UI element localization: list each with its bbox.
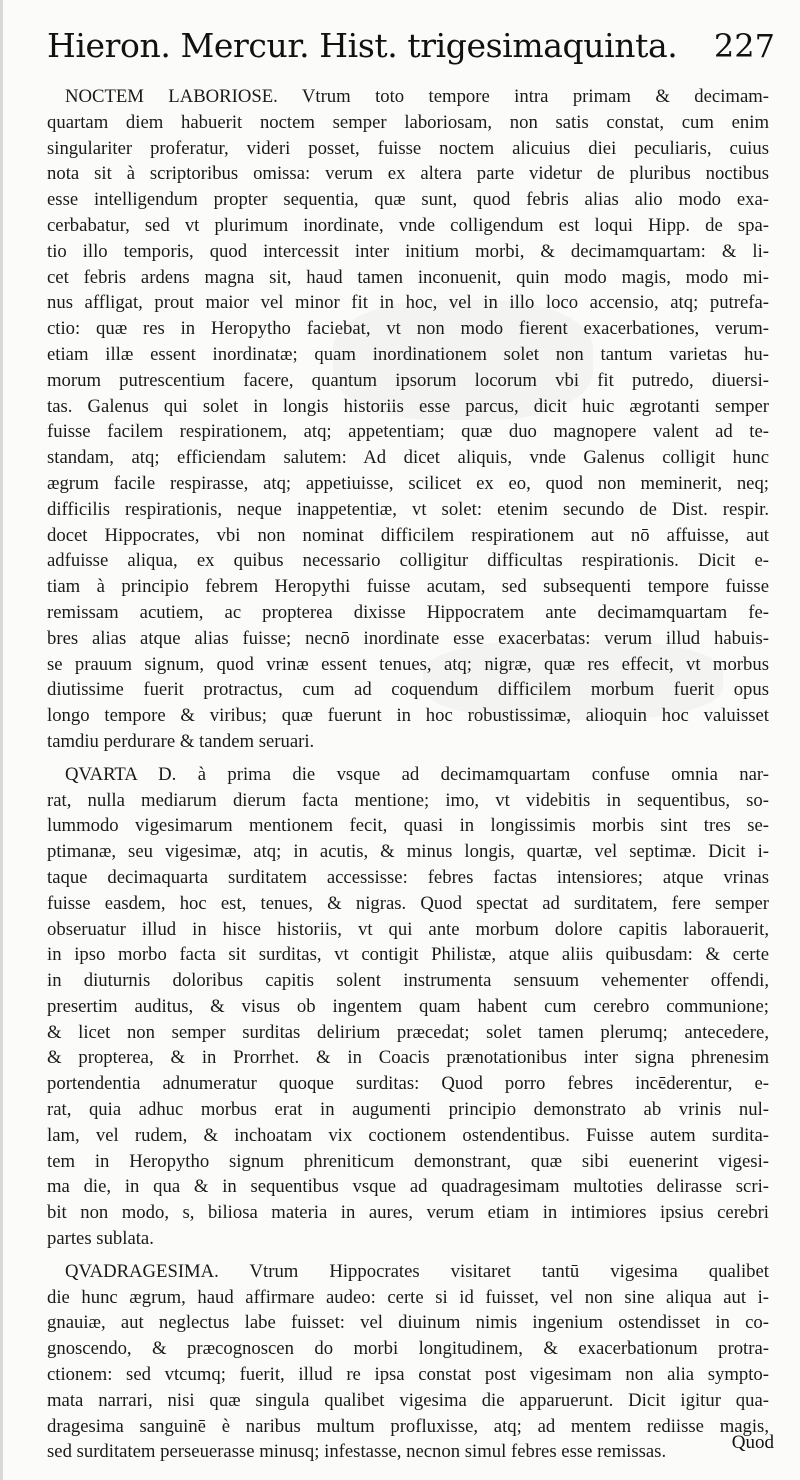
paragraph-quadragesima <box>47 1259 769 1465</box>
text-line: rat, nulla mediarum dierum facta mentione; imo, vt videbitis in sequentibus, so- <box>47 789 769 811</box>
text-line: & licet non semper surditas delirium præcedat; solet tamen plerumq; antecedere, <box>47 1021 769 1043</box>
text-line: tamdiu perdurare & tandem seruari. <box>47 730 315 752</box>
page-header <box>47 22 777 74</box>
text-line: lummodo vigesimarum mentionem fecit, quasi in longissimis morbis sint tres se- <box>47 815 769 837</box>
paragraph-gap <box>47 1252 769 1259</box>
text-line: bres alias atque alias fuisse; necnō inordinate esse exacerbatas: verum illud habuis- <box>47 627 769 649</box>
text-line: bit non modo, s, biliosa materia in aures, verum etiam in intimiores ipsius cerebri <box>47 1202 769 1224</box>
text-line: fuisse facilem respirationem, atq; appetentiam; quæ duo magnopere valent ad te- <box>47 421 769 443</box>
text-line: partes sublata. <box>47 1228 154 1250</box>
text-line: & propterea, & in Prorrhet. & in Coacis prænotationibus inter signa phrenesim <box>47 1047 769 1069</box>
text-line: nota sit à scriptoribus omissa: verum ex altera parte videtur de pluribus noctibus <box>47 163 769 185</box>
text-line: obseruatur illud in hisce historiis, vt qui ante morbum dolore capitis laborauerit, <box>47 918 769 940</box>
text-line: gnauiæ, aut neglectus labe fuisset: vel diuinum nimis ingenium ostendisset in co- <box>47 1312 769 1334</box>
text-line: fuisse easdem, hoc est, tenues, & nigras. Quod spectat ad surditatem, fere semper <box>47 892 769 914</box>
text-line: tem in Heropytho signum phreniticum demonstrant, quæ sibi euenerint vigesi- <box>47 1150 769 1172</box>
text-line: diutissime fuerit protractus, cum ad coquendum difficilem morbum fuerit opus <box>47 679 769 701</box>
text-line: ægrum facile respirasse, atq; appetiuisse, scilicet ex eo, quod non meminerit, neq; <box>47 472 769 494</box>
page-number: 227 <box>713 27 775 65</box>
text-line: quartam diem habuerit noctem semper laboriosam, non satis constat, cum enim <box>47 111 769 133</box>
text-line: portendentia adnumeratur quoque surditas: Quod porro febres incēderentur, e- <box>47 1073 769 1095</box>
catchword: Quod <box>731 1432 774 1453</box>
body-text <box>47 84 769 1465</box>
text-line: QVADRAGESIMA. Vtrum Hippocrates visitaret tantū vigesima qualibet <box>65 1260 769 1282</box>
text-line: in diuturnis doloribus capitis solent instrumenta sensuum vehementer offendi, <box>47 970 769 992</box>
text-line: singulariter proferatur, videri posset, fuisse noctem alicuius diei peculiaris, cuius <box>47 137 769 159</box>
text-line: tio illo temporis, quod intercessit inter initium morbi, & decimamquartam: & li- <box>47 240 769 262</box>
text-line: sed surditatem perseuerasse minusq; infestasse, necnon simul febres esse remissas. <box>47 1441 667 1463</box>
text-line: QVARTA D. à prima die vsque ad decimamquartam confuse omnia nar- <box>65 763 769 785</box>
text-line: difficilis respirationis, neque inappetentiæ, vt solet: etenim secundo de Dist. respir. <box>47 498 769 520</box>
paragraph-noctem-laboriose <box>47 84 769 755</box>
text-line: cet febris ardens magna sit, haud tamen inconuenit, quin modo magis, modo mi- <box>47 266 769 288</box>
text-line: lam, vel rudem, & inchoatam vix coctionem ostendentibus. Fuisse autem surdita- <box>47 1124 769 1146</box>
text-line: die hunc ægrum, haud affirmare audeo: certe si id fuisset, vel non sine aliqua aut i- <box>47 1286 769 1308</box>
text-line: dragesima sanguinē è naribus multum profluxisse, atq; ad mentem rediisse magis, <box>47 1415 769 1437</box>
paragraph-gap <box>47 755 769 762</box>
text-line: ctionem: sed vtcumq; fuerit, illud re ipsa constat post vigesimam non alia sympto- <box>47 1364 769 1386</box>
text-line: tiam à principio febrem Heropythi fuisse acutam, sed subsequenti tempore fuisse <box>47 576 769 598</box>
text-line: mata narrari, nisi quæ singula qualibet vigesima die apparuerunt. Dicit igitur qua- <box>47 1389 769 1411</box>
text-line: docet Hippocrates, vbi non nominat difficilem respirationem aut nō affuisse, aut <box>47 524 769 546</box>
text-line: gnoscendo, & præcognoscen do morbi longitudinem, & exacerbationum protra- <box>47 1338 769 1360</box>
text-line: taque decimaquarta surditatem accessisse: febres factas intensiores; atque vrinas <box>47 866 769 888</box>
text-line: se prauum signum, quod vrinæ essent tenues, atq; nigræ, quæ res effecit, vt morbus <box>47 653 769 675</box>
text-line: presertim auditus, & visus ob ingentem quam habent cum cerebro communione; <box>47 995 769 1017</box>
paragraph-quarta-d <box>47 762 769 1252</box>
text-line: ctio: quæ res in Heropytho faciebat, vt non modo fierent exacerbationes, verum- <box>47 318 769 340</box>
text-line: morum putrescentium facere, quantum ipsorum locorum vbi fit putredo, diuersi- <box>47 369 769 391</box>
text-line: esse intelligendum propter sequentia, quæ sunt, quod febris alias alio modo exa- <box>47 189 769 211</box>
text-line: ma die, in qua & in sequentibus vsque ad quadragesimam multoties delirasse scri- <box>47 1176 769 1198</box>
text-line: NOCTEM LABORIOSE. Vtrum toto tempore intra primam & decimam- <box>65 86 769 107</box>
text-line: ptimanæ, seu vigesimæ, atq; in acutis, & minus longis, quartæ, vel septimæ. Dicit i- <box>47 841 769 863</box>
text-line: adfuisse aliqua, ex quibus necessario colligitur difficultas respirationis. Dicit e- <box>47 550 769 572</box>
text-line: remissam acutiem, ac propterea dixisse Hippocratem ante decimamquartam fe- <box>47 601 769 623</box>
text-line: etiam illæ essent inordinatæ; quam inordinationem solet non tantum varietas hu- <box>47 343 769 365</box>
text-line: tas. Galenus qui solet in longis historiis esse parcus, dicit huic ægrotanti semper <box>47 395 769 417</box>
text-line: rat, quia adhuc morbus erat in augumenti principio demonstrato ab vrinis nul- <box>47 1099 769 1121</box>
text-line: longo tempore & viribus; quæ fuerunt in hoc robustissimæ, alioquin hoc valuisset <box>47 705 769 727</box>
text-line: nus affligat, prout maior vel minor fit in hoc, vel in illo loco accensio, atq; putrefa- <box>47 292 769 314</box>
text-line: standam, atq; efficiendam salutem: Ad dicet aliquis, vnde Galenus colligit hunc <box>47 447 769 469</box>
running-title: Hieron. Mercur. Hist. trigesimaquinta. <box>47 26 678 65</box>
text-line: in ipso morbo facta sit surditas, vt contigit Philistæ, atque aliis quibusdam: & certe <box>47 944 769 966</box>
text-line: cerbabatur, sed vt plurimum inordinate, vnde colligendum est loqui Hipp. de spa- <box>47 214 769 236</box>
